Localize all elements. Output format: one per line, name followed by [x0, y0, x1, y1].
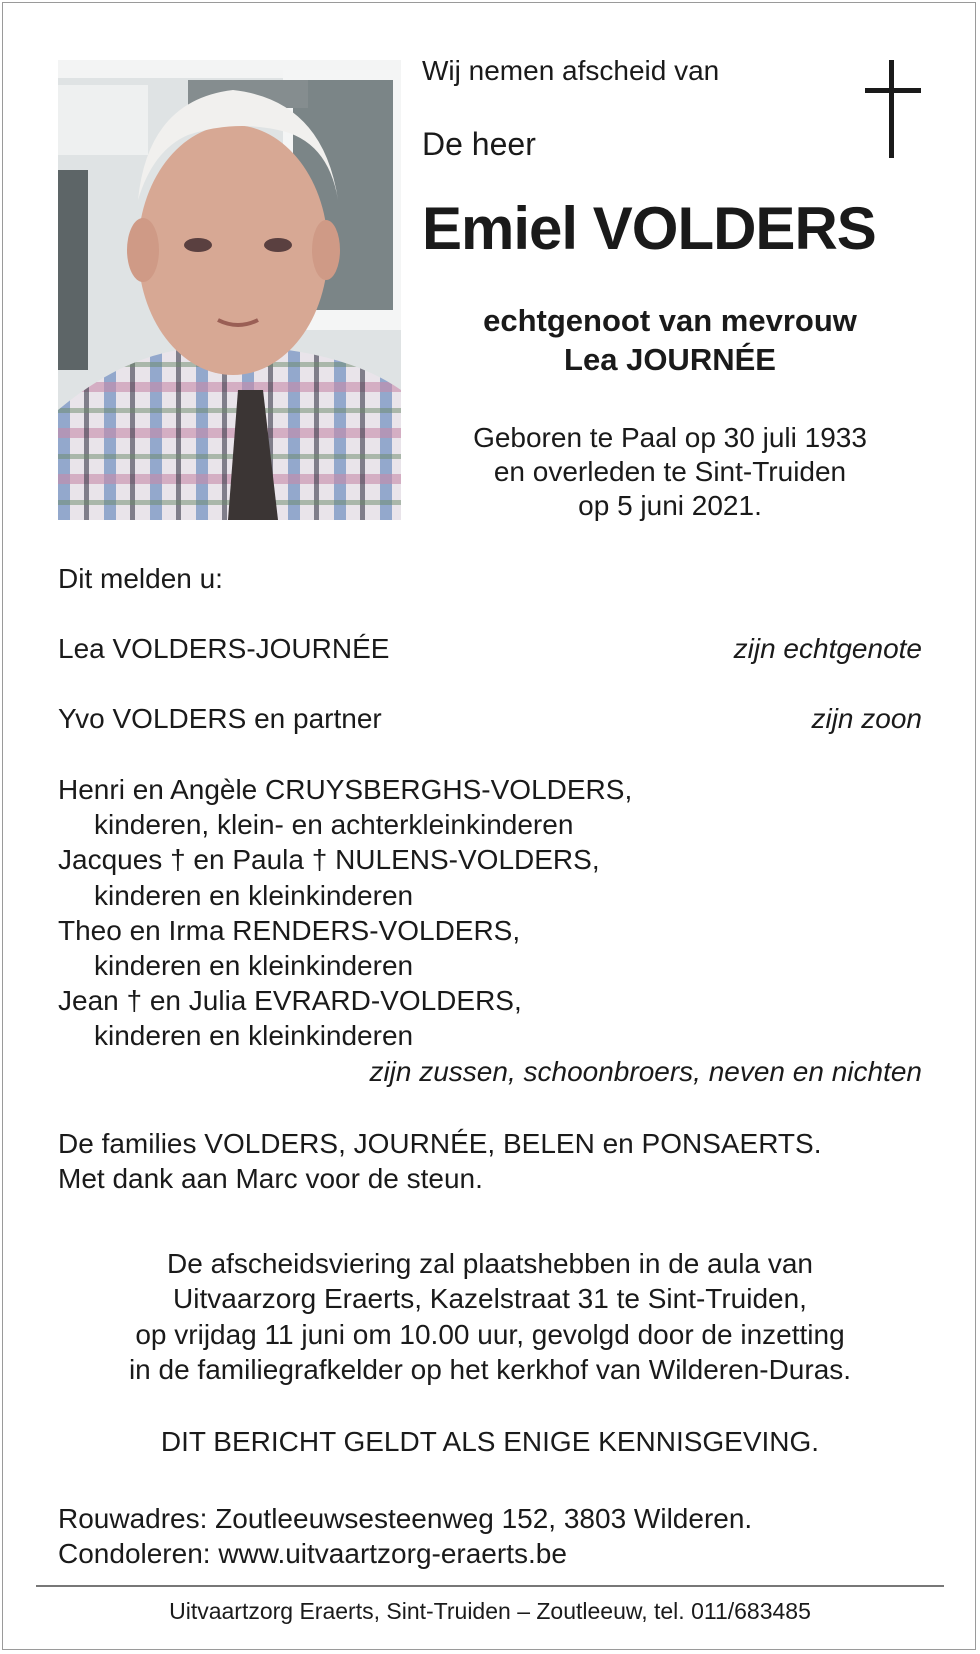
footer-text: Uitvaartzorg Eraerts, Sint-Truiden – Zoutleeuw, tel. 011/683485 — [169, 1598, 811, 1624]
cross-icon — [865, 60, 921, 160]
ceremony-line-2: op vrijdag 11 juni om 10.00 uur, gevolgd door de inzetting — [135, 1319, 845, 1350]
title-text: De heer — [422, 126, 536, 162]
spouse-line-2: Lea JOURNÉE — [564, 342, 776, 377]
portrait-photo — [58, 60, 401, 520]
family-name-0: Lea VOLDERS-JOURNÉE — [58, 633, 390, 664]
sibling-line-3: kinderen en kleinkinderen — [94, 880, 414, 911]
condolences-text: Condoleren: www.uitvaartzorg-eraerts.be — [58, 1538, 567, 1569]
sibling-line-4: Theo en Irma RENDERS-VOLDERS, — [58, 915, 521, 946]
ceremony-line-3: in de familiegrafkelder op het kerkhof van Wilderen-Duras. — [128, 1354, 852, 1385]
deceased-name: Emiel VOLDERS — [422, 195, 876, 262]
family-name-1: Yvo VOLDERS en partner — [58, 703, 382, 734]
sibling-line-0: Henri en Angèle CRUYSBERGHS-VOLDERS, — [58, 774, 633, 805]
siblings-role: zijn zussen, schoonbroers, neven en nichten — [369, 1056, 922, 1087]
sibling-line-2: Jacques † en Paula † NULENS-VOLDERS, — [58, 844, 600, 875]
thanks-line: Met dank aan Marc voor de steun. — [58, 1163, 483, 1194]
born-line-2: en overleden te Sint-Truiden — [493, 456, 847, 487]
ceremony-line-1: Uitvaarzorg Eraerts, Kazelstraat 31 te Sint-Truiden, — [173, 1283, 807, 1314]
born-line-1: Geboren te Paal op 30 juli 1933 — [473, 422, 867, 453]
sibling-line-5: kinderen en kleinkinderen — [94, 950, 414, 981]
ceremony-line-0: De afscheidsviering zal plaatshebben in de aula van — [167, 1248, 813, 1279]
portrait-illustration — [58, 60, 401, 520]
families-line: De families VOLDERS, JOURNÉE, BELEN en PONSAERTS. — [58, 1128, 822, 1159]
intro-text: Wij nemen afscheid van — [422, 55, 720, 86]
address-text: Rouwadres: Zoutleeuwsesteenweg 152, 3803 Wilderen. — [58, 1503, 753, 1534]
sibling-line-7: kinderen en kleinkinderen — [94, 1020, 414, 1051]
family-role-1: zijn zoon — [811, 703, 922, 734]
born-line-3: op 5 juni 2021. — [578, 490, 762, 521]
notice-text: DIT BERICHT GELDT ALS ENIGE KENNISGEVING. — [160, 1426, 820, 1457]
footer-divider — [36, 1585, 944, 1587]
sibling-line-6: Jean † en Julia EVRARD-VOLDERS, — [58, 985, 522, 1016]
announce-text: Dit melden u: — [58, 563, 223, 594]
sibling-line-1: kinderen, klein- en achterkleinkinderen — [94, 809, 574, 840]
family-role-0: zijn echtgenote — [733, 633, 922, 664]
spouse-line-1: echtgenoot van mevrouw — [483, 303, 857, 338]
